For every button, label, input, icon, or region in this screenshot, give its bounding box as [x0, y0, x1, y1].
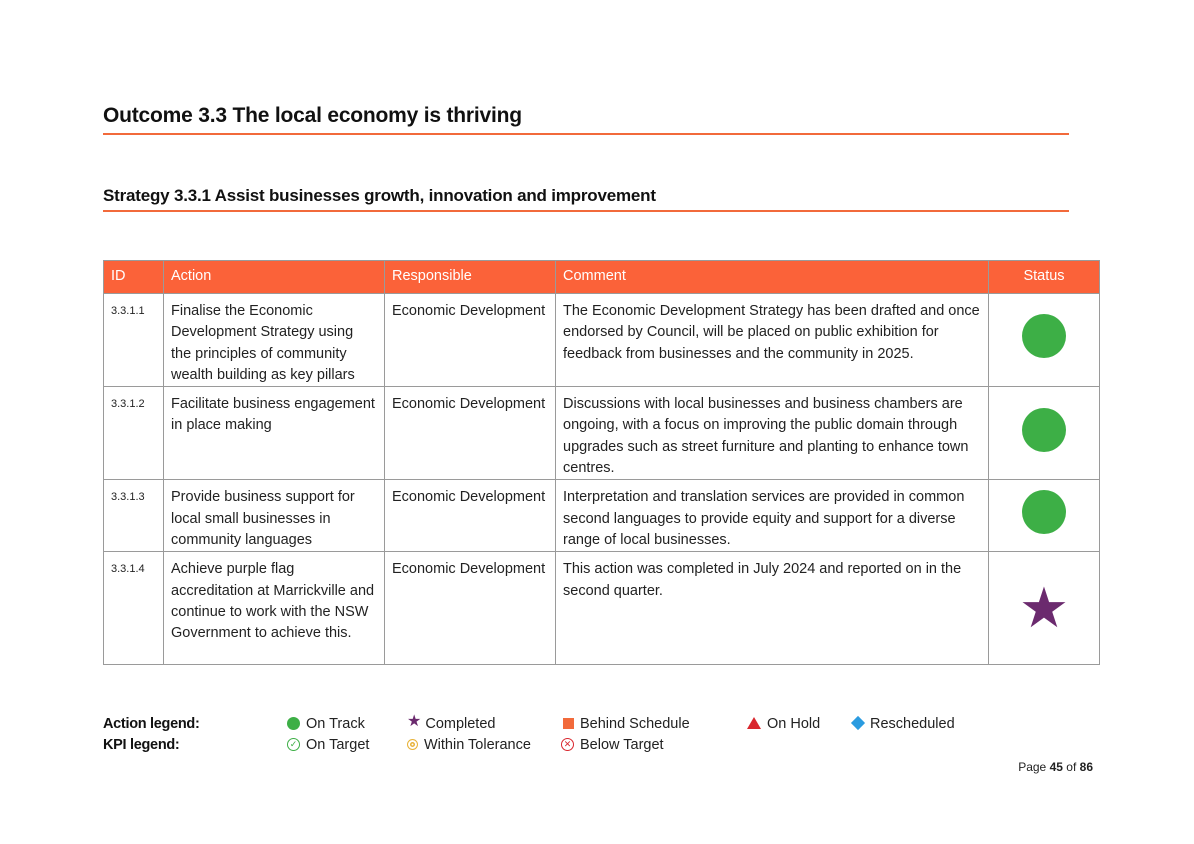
row-responsible: Economic Development — [385, 480, 556, 552]
row-status — [989, 480, 1100, 552]
legend-on-track — [287, 716, 365, 732]
page-separator: of — [1066, 760, 1077, 774]
legend-label: On Target — [306, 737, 370, 753]
purple-star-icon: ★ — [407, 713, 422, 731]
header-responsible: Responsible — [385, 261, 556, 294]
header-action: Action — [164, 261, 385, 294]
legend-behind-schedule — [563, 716, 690, 732]
action-legend-title: Action legend: — [103, 716, 200, 732]
page-total: 86 — [1079, 760, 1093, 774]
row-action: Facilitate business engagement in place making — [164, 387, 385, 480]
legend-rescheduled — [851, 716, 955, 732]
legend — [103, 713, 1003, 758]
row-responsible: Economic Development — [385, 552, 556, 665]
page-number — [960, 760, 1093, 774]
legend-label: On Hold — [767, 716, 821, 732]
legend-label: Within Tolerance — [424, 737, 531, 753]
row-status — [989, 294, 1100, 387]
row-status — [989, 387, 1100, 480]
row-id: 3.3.1.4 — [104, 552, 164, 665]
row-action: Finalise the Economic Development Strategy using the principles of community wealth building as key pillars — [164, 294, 385, 387]
outcome-heading: Outcome 3.3 The local economy is thriving — [103, 104, 522, 127]
kpi-legend-row — [103, 737, 1003, 758]
header-comment: Comment — [556, 261, 989, 294]
row-comment: The Economic Development Strategy has been drafted and once endorsed by Council, will be placed on public exhibition for feedback from businesses and the community in 2025. — [556, 294, 989, 387]
on-track-status-icon — [1022, 490, 1066, 534]
kpi-legend-title: KPI legend: — [103, 737, 180, 753]
legend-label: Below Target — [580, 737, 664, 753]
row-action: Achieve purple flag accreditation at Marrickville and continue to work with the NSW Government to achieve this. — [164, 552, 385, 665]
legend-on-hold — [747, 716, 820, 732]
row-responsible: Economic Development — [385, 387, 556, 480]
green-circle-icon — [287, 717, 300, 730]
row-status — [989, 552, 1100, 665]
header-id: ID — [104, 261, 164, 294]
legend-within-tolerance — [407, 737, 531, 753]
blue-diamond-icon — [851, 716, 865, 730]
on-track-status-icon — [1022, 314, 1066, 358]
table-header-row — [104, 261, 1100, 294]
row-action: Provide business support for local small businesses in community languages — [164, 480, 385, 552]
legend-label: On Track — [306, 716, 365, 732]
row-responsible: Economic Development — [385, 294, 556, 387]
legend-label: Behind Schedule — [580, 716, 690, 732]
row-id: 3.3.1.3 — [104, 480, 164, 552]
x-circle-icon: ✕ — [561, 738, 574, 751]
outcome-underline — [103, 133, 1069, 135]
check-circle-icon: ✓ — [287, 738, 300, 751]
table-row — [104, 552, 1100, 665]
actions-table — [103, 260, 1100, 665]
table-row — [104, 294, 1100, 387]
page-current: 45 — [1049, 760, 1063, 774]
legend-label: Completed — [425, 716, 496, 732]
row-id: 3.3.1.2 — [104, 387, 164, 480]
strategy-heading: Strategy 3.3.1 Assist businesses growth, innovation and improvement — [103, 186, 656, 205]
legend-completed — [407, 713, 496, 732]
strategy-underline — [103, 210, 1069, 212]
completed-star-icon: ★ — [1018, 576, 1070, 640]
row-comment: Discussions with local businesses and business chambers are ongoing, with a focus on improving the public domain through upgrades such as street furniture and planting to enhance town centres. — [556, 387, 989, 480]
action-legend-row — [103, 713, 1003, 737]
table-row — [104, 480, 1100, 552]
red-triangle-icon — [747, 717, 761, 729]
table-row — [104, 387, 1100, 480]
legend-label: Rescheduled — [870, 716, 955, 732]
orange-square-icon — [563, 718, 574, 729]
on-track-status-icon — [1022, 408, 1066, 452]
legend-below-target — [561, 737, 664, 753]
header-status: Status — [989, 261, 1100, 294]
row-comment: This action was completed in July 2024 and reported on in the second quarter. — [556, 552, 989, 665]
target-circle-icon — [407, 739, 418, 750]
row-id: 3.3.1.1 — [104, 294, 164, 387]
legend-on-target — [287, 737, 369, 753]
page-prefix: Page — [1018, 760, 1047, 774]
row-comment: Interpretation and translation services are provided in common second languages to provide equity and support for a diverse range of local businesses. — [556, 480, 989, 552]
